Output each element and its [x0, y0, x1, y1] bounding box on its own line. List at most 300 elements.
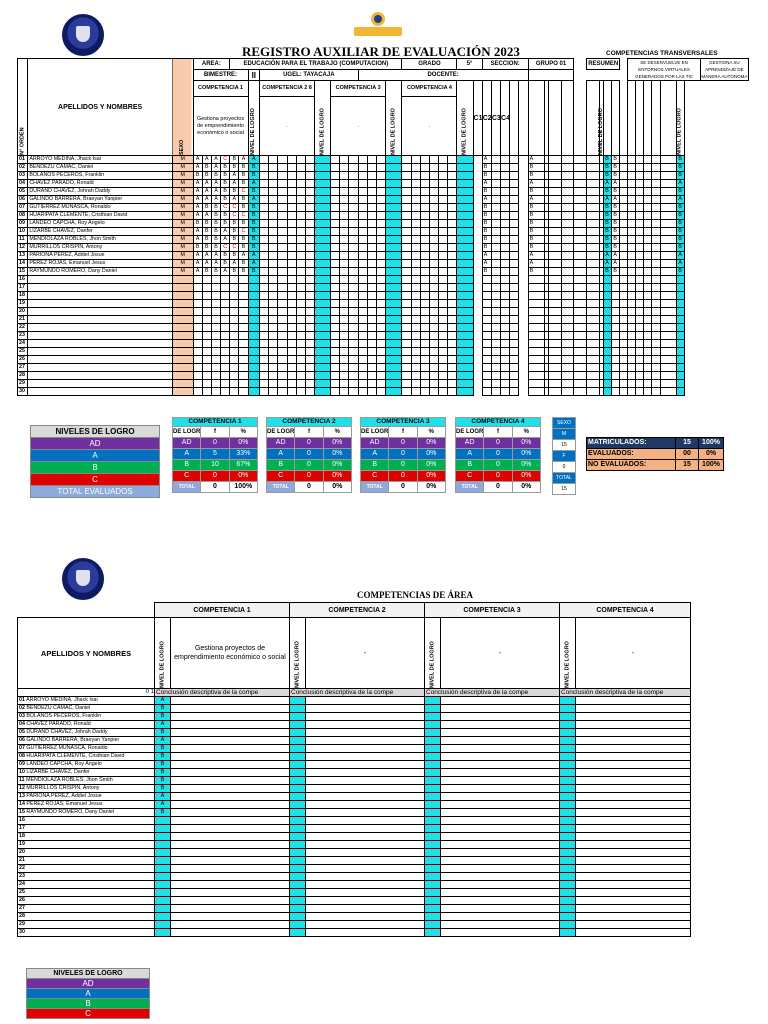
nivel-logro-cell	[676, 276, 684, 284]
grade-cell	[420, 340, 429, 348]
grade-cell	[358, 364, 367, 372]
grade-cell	[260, 284, 269, 292]
grade-cell	[202, 372, 211, 380]
stats-cell: 0%	[512, 438, 540, 449]
desc-cell	[171, 721, 290, 729]
table-row	[18, 793, 691, 801]
transversal-cell	[628, 268, 636, 276]
nivel-logro-cell	[560, 697, 576, 705]
grade-cell	[358, 244, 367, 252]
transversal-cell	[587, 188, 600, 196]
table-row	[18, 228, 749, 236]
grade-cell	[239, 332, 248, 340]
grade-cell	[448, 196, 457, 204]
grade-cell: B	[221, 220, 230, 228]
transversal-cell	[620, 348, 628, 356]
transversal-cell	[652, 324, 660, 332]
grade-cell	[367, 180, 376, 188]
desc-cell	[576, 873, 691, 881]
table-row	[18, 300, 749, 308]
nivel-logro-cell	[425, 713, 441, 721]
grade-cell	[260, 172, 269, 180]
grade-cell	[349, 212, 358, 220]
grade-cell	[239, 348, 248, 356]
nivel-logro-cell	[315, 236, 331, 244]
table-row	[18, 180, 749, 188]
competencia-2-desc: .	[260, 97, 315, 156]
resumen-cell	[501, 308, 510, 316]
student-name	[18, 697, 155, 705]
grade-cell	[211, 340, 220, 348]
grade-cell	[349, 372, 358, 380]
resumen-cell	[491, 276, 500, 284]
grade-cell	[448, 220, 457, 228]
grade-cell	[376, 220, 385, 228]
nivel-logro-cell	[425, 825, 441, 833]
nivel-logro-header: NIVEL DE LOGRO	[599, 81, 604, 156]
nivel-logro-cell	[290, 825, 306, 833]
transversal-cell	[660, 156, 676, 164]
grade-cell	[230, 332, 239, 340]
student-name-text: MURRILLOS CRISPIN, Antony	[26, 785, 100, 791]
resumen-header: RESUMEN	[587, 59, 620, 70]
transversal-2-grade: A	[612, 252, 620, 260]
transversal-cell	[660, 196, 676, 204]
nivel-logro-cell	[425, 793, 441, 801]
grade-cell	[358, 236, 367, 244]
summary-label: NO EVALUADOS:	[587, 460, 676, 471]
spacer-cell	[473, 332, 482, 340]
student-name	[28, 308, 173, 316]
nivel-logro-cell: B	[248, 204, 259, 212]
nivel-logro-cell	[425, 721, 441, 729]
grade-cell	[439, 196, 448, 204]
transversal-1-grade: B	[528, 268, 544, 276]
student-sex	[172, 292, 193, 300]
grade-cell	[305, 228, 314, 236]
resumen-cell	[510, 164, 519, 172]
grade-cell	[331, 380, 340, 388]
grade-cell	[193, 372, 202, 380]
transversal-1-grade: A	[528, 156, 544, 164]
grade-cell	[193, 356, 202, 364]
transversal-cell	[620, 324, 628, 332]
transversal-cell	[620, 188, 628, 196]
grade-cell	[367, 356, 376, 364]
stats-cell: 0	[295, 460, 323, 471]
transversal-cell	[636, 388, 644, 396]
grade-cell	[296, 172, 305, 180]
stats-header: f	[295, 427, 323, 438]
grade-cell	[429, 372, 438, 380]
grade-cell: A	[202, 260, 211, 268]
nivel-logro-cell: B	[155, 729, 171, 737]
summary-label: MATRICULADOS:	[587, 438, 676, 449]
grade-cell	[260, 316, 269, 324]
grade-cell	[439, 228, 448, 236]
desc-cell	[171, 841, 290, 849]
nivel-logro-cell	[604, 284, 612, 292]
order-number: 18	[18, 833, 155, 841]
nivel-logro-cell	[425, 785, 441, 793]
resumen-cell	[510, 188, 519, 196]
grade-cell	[429, 212, 438, 220]
nivel-logro-cell	[560, 769, 576, 777]
stats-cell: 0%	[512, 449, 540, 460]
spacer-cell	[519, 364, 528, 372]
transversal-cell	[660, 268, 676, 276]
transversal-cell	[587, 244, 600, 252]
grade-cell	[331, 388, 340, 396]
resumen-cell	[510, 324, 519, 332]
grade-cell	[331, 244, 340, 252]
order-number: 01	[19, 697, 25, 703]
table-row	[18, 364, 749, 372]
resumen-spacer	[528, 70, 574, 81]
transversal-cell	[528, 300, 544, 308]
transversal-cell	[612, 276, 620, 284]
nivel-logro-cell	[290, 713, 306, 721]
grade-cell	[221, 348, 230, 356]
grade-cell	[429, 156, 438, 164]
transversal-cell	[549, 340, 562, 348]
resumen-col-c4: C4	[501, 81, 510, 156]
stats-cell: 5	[201, 449, 229, 460]
grade-cell	[331, 172, 340, 180]
grade-cell	[269, 380, 278, 388]
grade-cell: B	[193, 220, 202, 228]
transversal-cell	[628, 332, 636, 340]
grade-cell	[278, 356, 287, 364]
transversal-cell	[628, 308, 636, 316]
grade-cell	[420, 268, 429, 276]
grade-cell	[287, 276, 296, 284]
nivel-logro-cell	[604, 276, 612, 284]
nivel-logro-cell	[676, 372, 684, 380]
grade-cell	[349, 172, 358, 180]
student-sex: M	[172, 180, 193, 188]
grade-cell	[402, 276, 411, 284]
nivel-logro-cell: B	[604, 164, 612, 172]
grade-cell	[230, 324, 239, 332]
nivel-logro-cell	[560, 833, 576, 841]
resumen-cell	[501, 172, 510, 180]
nivel-logro-cell	[315, 252, 331, 260]
conclusion-cell: Conclusión descriptiva de la compe	[290, 689, 425, 697]
order-number: 14	[18, 260, 28, 268]
competencia-3-header: COMPETENCIA 3	[331, 81, 386, 97]
transversal-cell	[660, 340, 676, 348]
transversal-cap	[660, 81, 676, 156]
resumen-cell	[501, 372, 510, 380]
grade-cell	[296, 188, 305, 196]
nivel-logro-cell	[457, 340, 473, 348]
student-sex	[172, 308, 193, 316]
grade-cell	[349, 164, 358, 172]
grade-cell	[221, 364, 230, 372]
transversal-cell	[587, 324, 600, 332]
grade-cell	[411, 308, 420, 316]
transversal-cap	[519, 81, 528, 156]
spacer-cell	[519, 164, 528, 172]
table-row	[18, 737, 691, 745]
grade-cell: B	[221, 188, 230, 196]
nombres-header: APELLIDOS Y NOMBRES	[18, 618, 155, 689]
grade-cell	[230, 340, 239, 348]
nivel-logro-cell	[425, 745, 441, 753]
nivel-logro-cell	[155, 905, 171, 913]
spacer-cell	[473, 172, 482, 180]
grade-cell	[287, 244, 296, 252]
transversal-cell	[587, 380, 600, 388]
nivel-logro-cell	[425, 817, 441, 825]
nivel-logro-cell: B	[676, 204, 684, 212]
nivel-logro-cell	[290, 705, 306, 713]
transversal-cell	[549, 228, 562, 236]
nivel-logro-cell	[386, 220, 402, 228]
transversal-cell	[549, 276, 562, 284]
nivel-logro-cell	[560, 857, 576, 865]
transversal-cell	[561, 340, 574, 348]
resumen-cell	[501, 260, 510, 268]
grade-cell: A	[230, 172, 239, 180]
table-row	[18, 721, 691, 729]
grade-cell: A	[230, 196, 239, 204]
transversal-cell	[574, 372, 587, 380]
student-name: BOLAÑOS PECEROS, Franklin	[28, 172, 173, 180]
grade-cell	[260, 348, 269, 356]
student-sex	[172, 372, 193, 380]
grade-cell	[211, 316, 220, 324]
transversal-cell	[620, 180, 628, 188]
transversal-cell	[612, 356, 620, 364]
nivel-logro-cell	[676, 300, 684, 308]
desc-cell	[171, 865, 290, 873]
stats-cell: C	[267, 471, 295, 482]
resumen-col-c2: C2	[482, 81, 491, 156]
nivel-logro-cell	[457, 156, 473, 164]
order-number: 24	[18, 881, 155, 889]
grade-cell	[367, 372, 376, 380]
grade-cell	[239, 308, 248, 316]
resumen-cell	[491, 156, 500, 164]
grade-cell	[331, 308, 340, 316]
grade-cell: C	[230, 212, 239, 220]
transversal-cell	[620, 172, 628, 180]
student-sex: M	[172, 188, 193, 196]
order-number: 23	[18, 873, 155, 881]
order-number: 17	[18, 284, 28, 292]
transversal-cell	[644, 300, 652, 308]
desc-cell	[441, 833, 560, 841]
page2-title: COMPETENCIAS DE ÁREA	[357, 590, 474, 600]
grade-cell	[221, 388, 230, 396]
student-name	[28, 332, 173, 340]
grade-cell	[305, 316, 314, 324]
transversal-cell	[587, 268, 600, 276]
transversal-cell	[652, 276, 660, 284]
nivel-logro-cell	[155, 865, 171, 873]
table-row	[18, 196, 749, 204]
resumen-cell	[501, 356, 510, 364]
transversal-cell	[587, 204, 600, 212]
transversal-cell	[652, 372, 660, 380]
transversal-cell	[574, 308, 587, 316]
nivel-logro-cell: A	[155, 793, 171, 801]
desc-cell	[171, 729, 290, 737]
grade-cell	[202, 380, 211, 388]
grade-cell	[439, 156, 448, 164]
transversal-cap	[510, 81, 519, 156]
nivel-logro-cell	[425, 849, 441, 857]
grade-cell	[331, 196, 340, 204]
transversal-cell	[587, 220, 600, 228]
grade-cell	[269, 348, 278, 356]
grade-cell	[331, 324, 340, 332]
grade-cell	[287, 380, 296, 388]
grade-cell	[402, 172, 411, 180]
desc-cell	[306, 809, 425, 817]
grade-cell	[278, 236, 287, 244]
grade-cell	[367, 204, 376, 212]
resumen-cell	[510, 300, 519, 308]
conclusion-cell: Conclusión descriptiva de la compe	[155, 689, 290, 697]
resumen-cell	[491, 292, 500, 300]
desc-cell	[576, 777, 691, 785]
grade-cell	[358, 188, 367, 196]
nivel-logro-cell: B	[604, 228, 612, 236]
stats-cell: 0%	[323, 449, 351, 460]
grade-cell	[278, 188, 287, 196]
nivel-logro-cell	[248, 388, 259, 396]
transversal-cell	[561, 268, 574, 276]
transversal-cell	[628, 180, 636, 188]
transversal-cell	[574, 364, 587, 372]
grade-cell	[287, 156, 296, 164]
grade-cell	[411, 212, 420, 220]
transversal-cell	[660, 284, 676, 292]
grade-cell	[439, 188, 448, 196]
nivel-logro-cell	[315, 268, 331, 276]
grade-cell	[411, 260, 420, 268]
nivel-logro-cell	[425, 913, 441, 921]
grade-cell	[260, 308, 269, 316]
transversal-cell	[652, 212, 660, 220]
transversal-cell	[549, 324, 562, 332]
desc-cell	[441, 913, 560, 921]
grade-cell	[278, 372, 287, 380]
transversal-cell	[652, 388, 660, 396]
order-number: 04	[19, 721, 25, 727]
nivel-logro-cell	[155, 873, 171, 881]
spacer-cell	[519, 252, 528, 260]
summary-pct: 0%	[699, 449, 724, 460]
grade-cell: A	[193, 236, 202, 244]
transversal-cell	[652, 196, 660, 204]
desc-cell	[576, 769, 691, 777]
stats-cell: 0%	[323, 460, 351, 471]
grade-cell	[193, 276, 202, 284]
grade-cell	[278, 252, 287, 260]
order-number: 22	[18, 865, 155, 873]
transversal-cell	[628, 244, 636, 252]
nivel-logro-cell	[425, 761, 441, 769]
desc-cell	[441, 745, 560, 753]
nivel-logro-cell	[315, 300, 331, 308]
nivel-logro-cell	[457, 212, 473, 220]
transversal-cell	[574, 252, 587, 260]
grade-cell	[287, 388, 296, 396]
nivel-logro-cell	[676, 348, 684, 356]
resumen-cell	[501, 276, 510, 284]
desc-cell	[441, 873, 560, 881]
transversal-cell	[628, 212, 636, 220]
transversal-cell	[644, 236, 652, 244]
transversal-cell	[620, 212, 628, 220]
nivel-logro-cell: B	[604, 172, 612, 180]
order-number: 30	[18, 929, 155, 937]
resumen-cell	[501, 252, 510, 260]
student-sex: M	[172, 212, 193, 220]
grade-cell	[429, 268, 438, 276]
transversal-cell	[574, 156, 587, 164]
grade-cell	[439, 276, 448, 284]
spacer-cell	[519, 308, 528, 316]
sexo-m: M	[553, 429, 576, 440]
grade-cell	[402, 284, 411, 292]
grade-cell	[193, 284, 202, 292]
grade-cell	[340, 180, 349, 188]
spacer-cell	[519, 284, 528, 292]
grade-cell	[429, 356, 438, 364]
order-number: 03	[18, 172, 28, 180]
grade-cell	[376, 204, 385, 212]
nivel-logro-cell: B	[248, 172, 259, 180]
grade-cell	[331, 212, 340, 220]
grade-cell	[331, 316, 340, 324]
stats-header: DE LOGR	[267, 427, 295, 438]
resumen-cell	[501, 300, 510, 308]
nivel-logro-cell	[604, 316, 612, 324]
order-number: 28	[18, 913, 155, 921]
spacer-cell	[473, 380, 482, 388]
student-name: ARROYO MEDINA, Jhack Isai	[28, 156, 173, 164]
grade-cell: B	[211, 220, 220, 228]
resumen-cell	[510, 260, 519, 268]
stats-cell: A	[456, 449, 484, 460]
nivel-logro-cell	[248, 300, 259, 308]
grade-cell	[376, 364, 385, 372]
transversal-cell	[652, 156, 660, 164]
grade-cell	[239, 292, 248, 300]
nivel-logro-cell: B	[248, 236, 259, 244]
order-number: 21	[18, 857, 155, 865]
grade-cell	[221, 332, 230, 340]
nivel-logro-cell	[560, 785, 576, 793]
transversal-cell	[549, 236, 562, 244]
grade-cell	[411, 220, 420, 228]
grade-cell	[278, 284, 287, 292]
student-name	[18, 769, 155, 777]
transversal-cell	[652, 252, 660, 260]
nivel-logro-cell	[290, 881, 306, 889]
nivel-logro-cell	[425, 833, 441, 841]
transversal-cell	[636, 196, 644, 204]
nivel-logro-cell	[457, 356, 473, 364]
resumen-cell	[482, 284, 491, 292]
grade-cell	[193, 324, 202, 332]
grade-cell	[340, 172, 349, 180]
